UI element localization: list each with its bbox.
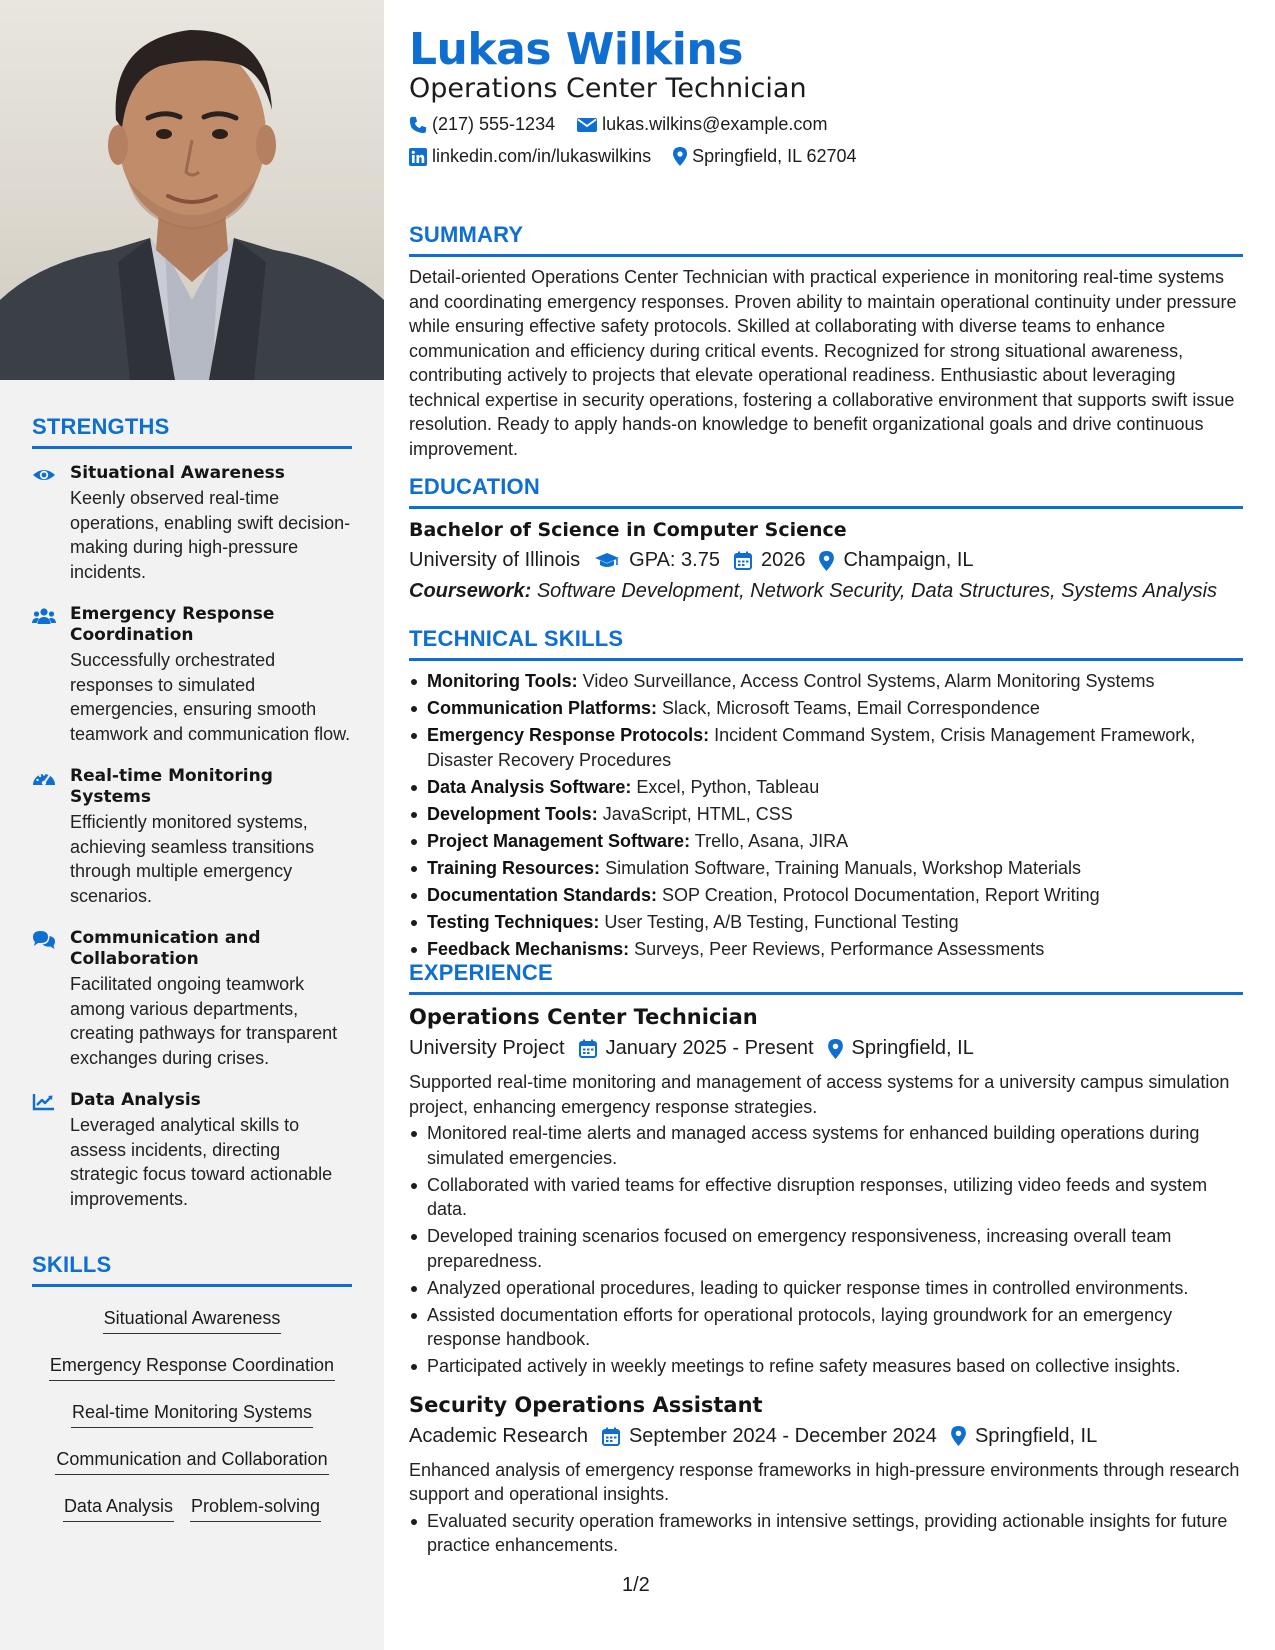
- list-item: Developed training scenarios focused on emergency responsiveness, increasing overall team preparedness.: [409, 1224, 1243, 1273]
- skill-value: Surveys, Peer Reviews, Performance Assessments: [634, 938, 1045, 959]
- strength-item: [32, 463, 352, 584]
- list-item: [409, 802, 1243, 827]
- skills-divider: [32, 1284, 352, 1287]
- skills-list: [32, 1299, 352, 1534]
- job-dates: [602, 1425, 937, 1448]
- job-dates-text: September 2024 - December 2024: [628, 1424, 937, 1447]
- coursework-label: Coursework:: [409, 580, 532, 602]
- location-contact: [673, 146, 856, 167]
- job-meta: [409, 1037, 1243, 1060]
- strength-item: [32, 928, 352, 1070]
- list-item: [409, 696, 1243, 721]
- skill-label: Documentation Standards:: [427, 884, 658, 905]
- job-org: [409, 1037, 565, 1060]
- strength-title: Situational Awareness: [70, 463, 285, 483]
- job-org-text: Academic Research: [409, 1424, 588, 1447]
- strength-item: [32, 1090, 352, 1211]
- skill-tag: Emergency Response Coordination: [49, 1354, 335, 1381]
- list-item: [409, 937, 1243, 962]
- calendar-icon: [579, 1039, 597, 1058]
- skill-label: Training Resources:: [427, 857, 601, 878]
- education-location-text: Champaign, IL: [843, 549, 974, 571]
- list-item: [409, 883, 1243, 908]
- list-item: Collaborated with varied teams for effective disruption responses, utilizing video feeds and system data.: [409, 1173, 1243, 1222]
- skill-label: Monitoring Tools:: [427, 671, 578, 691]
- calendar-icon: [734, 551, 752, 570]
- job-title: Operations Center Technician: [409, 1005, 758, 1029]
- skill-label: Feedback Mechanisms:: [427, 938, 630, 959]
- education-meta: [409, 549, 1243, 572]
- map-pin-icon: [828, 1039, 843, 1059]
- experience-heading: EXPERIENCE: [409, 960, 553, 985]
- contact-row: [409, 114, 849, 135]
- summary-section: [409, 222, 1243, 461]
- skill-tag: Communication and Collaboration: [55, 1448, 328, 1475]
- skills-section: [32, 1252, 352, 1534]
- experience-divider: [409, 992, 1243, 995]
- coursework-line: [409, 580, 1243, 603]
- skill-value: SOP Creation, Protocol Documentation, Report Writing: [662, 884, 1100, 905]
- list-item: Analyzed operational procedures, leading to quicker response times in controlled environments.: [409, 1276, 1243, 1301]
- profile-photo: [0, 0, 384, 380]
- school-name: [409, 549, 580, 572]
- job-summary: Supported real-time monitoring and management of access systems for a university campus simulation project, enhancing emergency response strategies.: [409, 1072, 1230, 1117]
- job-location: [828, 1037, 974, 1060]
- chart-line-icon: [32, 1092, 56, 1112]
- map-pin-icon: [951, 1426, 966, 1446]
- strength-title: Emergency Response Coordination: [70, 604, 275, 645]
- skill-tag: Problem-solving: [190, 1495, 321, 1522]
- list-item: Participated actively in weekly meetings to refine safety measures based on collective insights.: [409, 1354, 1243, 1379]
- skill-label: Data Analysis Software:: [427, 776, 632, 797]
- job-bullets: [409, 1509, 1243, 1558]
- job-bullets: [409, 1121, 1243, 1379]
- map-pin-icon: [819, 551, 834, 571]
- technical-skills-heading: TECHNICAL SKILLS: [409, 626, 624, 651]
- portrait-illustration: [0, 0, 384, 380]
- location-text: Springfield, IL 62704: [692, 146, 857, 166]
- map-pin-icon: [673, 147, 687, 166]
- job-entry: [409, 1393, 1243, 1558]
- strength-item: [32, 604, 352, 746]
- skill-tag: Data Analysis: [63, 1495, 174, 1522]
- strength-title: Data Analysis: [70, 1090, 201, 1110]
- summary-heading: SUMMARY: [409, 222, 524, 247]
- job-location-text: Springfield, IL: [974, 1424, 1098, 1447]
- skill-value: User Testing, A/B Testing, Functional Testing: [604, 911, 959, 932]
- job-title: Security Operations Assistant: [409, 1392, 763, 1417]
- job-org-text: University Project: [409, 1037, 565, 1059]
- strength-description: Keenly observed real-time operations, enabling swift decision-making during high-pressure incidents.: [70, 488, 351, 582]
- phone-icon: [409, 116, 427, 134]
- candidate-name: Lukas Wilkins: [409, 24, 743, 75]
- chat-icon: [32, 930, 56, 950]
- summary-text: Detail-oriented Operations Center Technician with practical experience in monitoring real-time systems and coordinating emergency responses. Proven ability to maintain operational continuity under pressure while ensuring effective safety protocols. Skilled at collaborating with diverse teams to enhance communication and efficiency during critical events. Recognized for strong situational awareness, contributing actively to projects that elevate operational readiness. Enthusiastic about leveraging technical expertise in security operations, fostering a collaborative environment that supports swift issue resolution. Ready to apply hands-on knowledge to benefit organizational goals and drive continuous improvement.: [409, 267, 1237, 459]
- experience-section: [409, 960, 1243, 1560]
- list-item: Assisted documentation efforts for operational protocols, laying groundwork for an emergency response handbook.: [409, 1303, 1243, 1352]
- skill-label: Development Tools:: [427, 803, 598, 824]
- skill-value: Excel, Python, Tableau: [636, 776, 820, 797]
- technical-skills-list: [409, 669, 1243, 961]
- gpa-item: [594, 549, 720, 572]
- gauge-icon: [32, 768, 56, 788]
- linkedin-contact[interactable]: [409, 146, 651, 167]
- skill-label: Emergency Response Protocols:: [427, 725, 710, 745]
- list-item: [409, 669, 1243, 694]
- strength-description: Efficiently monitored systems, achieving seamless transitions through multiple emergency scenarios.: [70, 812, 315, 906]
- job-summary: Enhanced analysis of emergency response frameworks in high-pressure environments through research support and operational insights.: [409, 1459, 1240, 1504]
- technical-skills-divider: [409, 658, 1243, 661]
- strengths-section: [32, 414, 352, 1211]
- skill-tag: Situational Awareness: [103, 1307, 282, 1334]
- email-link[interactable]: lukas.wilkins@example.com: [602, 114, 828, 134]
- skill-value: Simulation Software, Training Manuals, Workshop Materials: [605, 857, 1081, 878]
- graduation-cap-icon: [594, 552, 620, 570]
- skill-value: Incident Command System, Crisis Management Framework, Disaster Recovery Procedures: [427, 725, 1196, 770]
- calendar-icon: [602, 1427, 620, 1446]
- summary-divider: [409, 254, 1243, 257]
- sidebar: [0, 0, 384, 1650]
- phone-contact: [409, 114, 555, 135]
- job-entry: [409, 1005, 1243, 1379]
- job-org: [409, 1425, 588, 1448]
- job-location: [951, 1425, 1097, 1448]
- skill-value: Trello, Asana, JIRA: [694, 830, 849, 851]
- strengths-heading: STRENGTHS: [32, 414, 170, 439]
- job-location-text: Springfield, IL: [851, 1037, 974, 1059]
- education-section: [409, 474, 1243, 603]
- contact-row: [409, 146, 879, 167]
- skill-label: Communication Platforms:: [427, 698, 658, 718]
- job-dates: [579, 1037, 814, 1060]
- list-item: [409, 723, 1243, 772]
- list-item: [409, 775, 1243, 800]
- strength-item: [32, 766, 352, 908]
- technical-skills-section: [409, 626, 1243, 964]
- skill-label: Project Management Software:: [427, 830, 691, 851]
- skill-value: Video Surveillance, Access Control Systems, Alarm Monitoring Systems: [582, 671, 1155, 691]
- list-item: Evaluated security operation frameworks in intensive settings, providing actionable insights for future practice enhancements.: [409, 1509, 1243, 1558]
- education-divider: [409, 506, 1243, 509]
- education-location: [819, 549, 973, 572]
- skill-tag: Real-time Monitoring Systems: [71, 1401, 313, 1428]
- coursework-list: Software Development, Network Security, Data Structures, Systems Analysis: [536, 580, 1218, 602]
- phone-text: (217) 555-1234: [432, 114, 556, 134]
- strength-title: Real-time Monitoring Systems: [70, 766, 273, 807]
- strength-title: Communication and Collaboration: [70, 928, 261, 969]
- school-text: University of Illinois: [409, 549, 581, 571]
- strength-description: Leveraged analytical skills to assess incidents, directing strategic focus toward actionable improvements.: [70, 1115, 333, 1209]
- linkedin-link[interactable]: linkedin.com/in/lukaswilkins: [432, 146, 652, 166]
- degree-title: Bachelor of Science in Computer Science: [409, 519, 847, 541]
- strength-description: Successfully orchestrated responses to simulated emergencies, ensuring smooth teamwork and communication flow.: [70, 650, 351, 744]
- list-item: [409, 829, 1243, 854]
- gpa-text: GPA: 3.75: [629, 549, 720, 571]
- linkedin-icon: [409, 148, 427, 166]
- skill-label: Testing Techniques:: [427, 911, 600, 932]
- list-item: Monitored real-time alerts and managed access systems for enhanced building operations during simulated emergencies.: [409, 1121, 1243, 1170]
- candidate-role: Operations Center Technician: [409, 73, 807, 104]
- users-icon: [32, 606, 56, 626]
- strength-description: Facilitated ongoing teamwork among various departments, creating pathways for transparent exchanges during crises.: [70, 974, 338, 1068]
- strengths-divider: [32, 446, 352, 449]
- skill-value: JavaScript, HTML, CSS: [602, 803, 793, 824]
- list-item: [409, 856, 1243, 881]
- education-heading: EDUCATION: [409, 474, 540, 499]
- year-text: 2026: [760, 549, 806, 571]
- envelope-icon: [577, 117, 597, 133]
- page-number: 1/2: [622, 1574, 650, 1596]
- year-item: [734, 549, 806, 572]
- skills-heading: SKILLS: [32, 1252, 112, 1277]
- job-meta: [409, 1425, 1243, 1448]
- skill-value: Slack, Microsoft Teams, Email Correspondence: [662, 698, 1040, 718]
- job-dates-text: January 2025 - Present: [605, 1037, 814, 1059]
- eye-icon: [32, 465, 56, 485]
- email-contact[interactable]: [577, 114, 827, 135]
- list-item: [409, 910, 1243, 935]
